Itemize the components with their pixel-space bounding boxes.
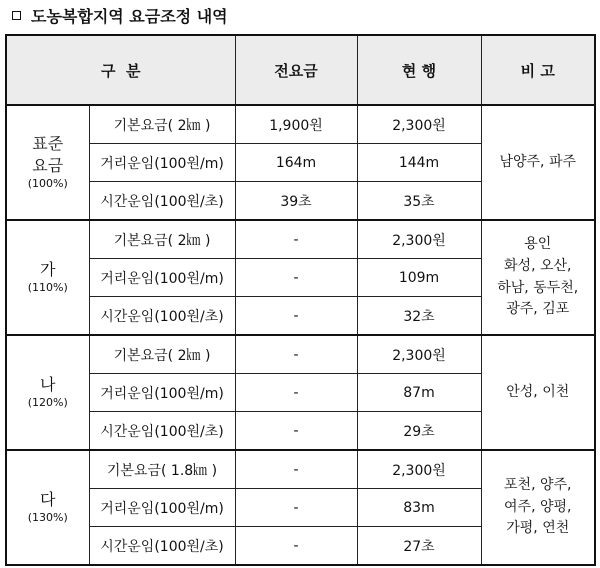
group-label: [6, 450, 89, 565]
item-cell: 거리운임(100원/m): [89, 489, 235, 527]
current-fare-cell: 27초: [357, 527, 481, 566]
item-cell: 시간운임(100원/초): [89, 182, 235, 221]
group-percent: (100%): [27, 176, 68, 190]
note-line: 광주, 김포: [506, 301, 570, 318]
table-row: [6, 335, 595, 374]
group-percent: (130%): [27, 510, 68, 524]
prev-fare-cell: -: [235, 335, 357, 374]
prev-fare-cell: -: [235, 527, 357, 566]
note-cell: [481, 105, 595, 220]
note-line: 화성, 오산,: [504, 257, 572, 274]
item-cell: 시간운임(100원/초): [89, 297, 235, 336]
note-line: 남양주, 파주: [499, 153, 577, 170]
prev-fare-cell: 39초: [235, 182, 357, 221]
group-name: 다: [40, 490, 56, 510]
table-row: [6, 450, 595, 489]
header-note: 비 고: [481, 35, 595, 105]
square-bullet-icon: [12, 11, 21, 20]
group-label: [6, 335, 89, 450]
note-line: 용인: [524, 236, 552, 253]
item-cell: 기본요금( 1.8㎞ ): [89, 450, 235, 489]
current-fare-cell: 87m: [357, 374, 481, 412]
prev-fare-cell: -: [235, 259, 357, 297]
group-label: [6, 220, 89, 335]
current-fare-cell: 32초: [357, 297, 481, 336]
prev-fare-cell: 1,900원: [235, 105, 357, 144]
prev-fare-cell: 164m: [235, 144, 357, 182]
note-cell: [481, 450, 595, 565]
header-category: 구 분: [6, 35, 235, 105]
fare-adjustment-table: [5, 34, 596, 566]
note-line: 안성, 이천: [506, 383, 570, 400]
prev-fare-cell: -: [235, 489, 357, 527]
prev-fare-cell: -: [235, 220, 357, 259]
item-cell: 거리운임(100원/m): [89, 144, 235, 182]
header-current: 현 행: [357, 35, 481, 105]
item-cell: 기본요금( 2㎞ ): [89, 335, 235, 374]
note-line: 여주, 양평,: [504, 498, 572, 515]
prev-fare-cell: -: [235, 374, 357, 412]
current-fare-cell: 144m: [357, 144, 481, 182]
prev-fare-cell: -: [235, 450, 357, 489]
title-text: 도농복합지역 요금조정 내역: [31, 6, 228, 26]
note-cell: [481, 335, 595, 450]
header-row: [6, 35, 595, 105]
item-cell: 기본요금( 2㎞ ): [89, 105, 235, 144]
header-prev-fare: 전요금: [235, 35, 357, 105]
group-name: 나: [40, 375, 56, 395]
prev-fare-cell: -: [235, 297, 357, 336]
group-label: [6, 105, 89, 220]
item-cell: 시간운임(100원/초): [89, 527, 235, 566]
item-cell: 기본요금( 2㎞ ): [89, 220, 235, 259]
document-title: [12, 4, 228, 26]
group-percent: (110%): [27, 280, 68, 294]
note-line: 포천, 양주,: [504, 476, 572, 493]
note-cell: [481, 220, 595, 335]
current-fare-cell: 2,300원: [357, 220, 481, 259]
item-cell: 시간운임(100원/초): [89, 412, 235, 451]
current-fare-cell: 2,300원: [357, 335, 481, 374]
item-cell: 거리운임(100원/m): [89, 374, 235, 412]
table-body: [6, 105, 595, 565]
table-row: [6, 220, 595, 259]
current-fare-cell: 29초: [357, 412, 481, 451]
prev-fare-cell: -: [235, 412, 357, 451]
current-fare-cell: 109m: [357, 259, 481, 297]
note-line: 하남, 동두천,: [497, 279, 579, 296]
current-fare-cell: 83m: [357, 489, 481, 527]
current-fare-cell: 2,300원: [357, 450, 481, 489]
note-line: 가평, 연천: [506, 520, 570, 537]
group-name: 요금: [32, 156, 64, 176]
group-name: 가: [40, 260, 56, 280]
current-fare-cell: 35초: [357, 182, 481, 221]
current-fare-cell: 2,300원: [357, 105, 481, 144]
group-name: 표준: [32, 134, 64, 154]
item-cell: 거리운임(100원/m): [89, 259, 235, 297]
table-row: [6, 105, 595, 144]
group-percent: (120%): [27, 395, 68, 409]
